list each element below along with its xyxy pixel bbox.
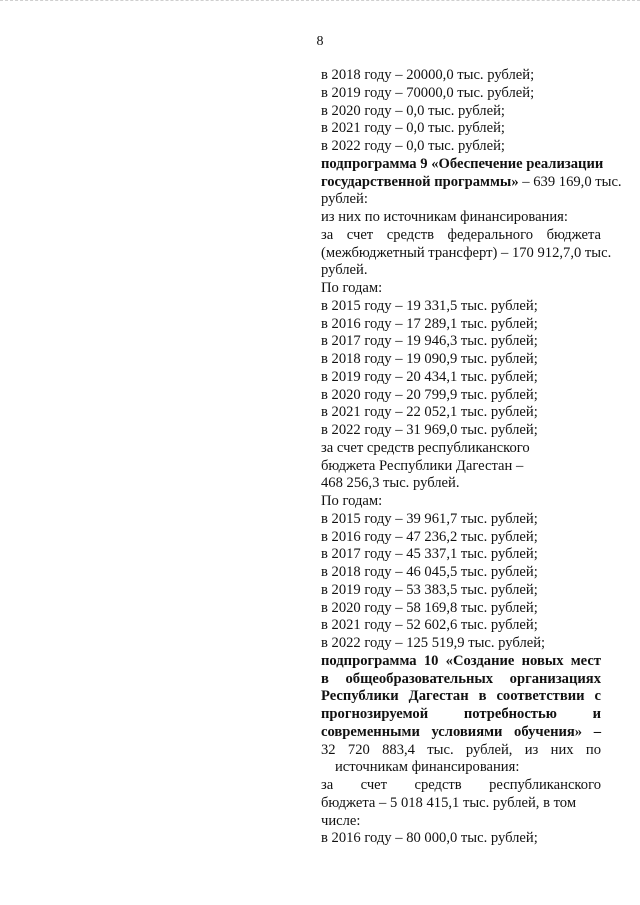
subprogram-10-title-bold: современными условиями обучения» — [321, 723, 583, 740]
federal-budget-line: (межбюджетный трансферт) – 170 912,7,0 тыс. — [321, 244, 612, 261]
text-line: в 2018 году – 20000,0 тыс. рублей; — [321, 67, 535, 83]
text-line: бюджета – 5 018 415,1 тыс. рублей, в том — [321, 794, 577, 811]
text-line: в 2016 году – 80 000,0 тыс. рублей; — [321, 830, 538, 847]
republic-budget-line: бюджета Республики Дагестан – — [321, 457, 524, 474]
federal-budget-line: рублей. — [321, 262, 368, 279]
republic-year-line: в 2019 году – 53 383,5 тыс. рублей; — [321, 581, 538, 598]
subprogram-10-dash: – — [582, 723, 601, 740]
text-line: в 2022 году – 0,0 тыс. рублей; — [321, 138, 505, 154]
republic-year-line: в 2020 году – 58 169,8 тыс. рублей; — [321, 599, 538, 616]
republic-year-line: в 2016 году – 47 236,2 тыс. рублей; — [321, 528, 538, 545]
federal-year-line: в 2022 году – 31 969,0 тыс. рублей; — [321, 422, 538, 438]
subprogram-9-amount: – 639 169,0 тыс. — [518, 173, 622, 190]
federal-budget-line: за счет средств федерального бюджета — [321, 226, 601, 243]
text-line: рублей: — [321, 191, 368, 208]
republic-year-line: в 2021 году – 52 602,6 тыс. рублей; — [321, 617, 538, 634]
republic-year-line: в 2022 году – 125 519,9 тыс. рублей; — [321, 635, 546, 651]
text-line: из них по источникам финансирования: — [321, 209, 568, 225]
text-line: за счет средств республиканского — [321, 777, 601, 793]
federal-year-line: в 2015 году – 19 331,5 тыс. рублей; — [321, 297, 538, 314]
by-years-heading: По годам: — [321, 493, 383, 509]
text-line: в 2020 году – 0,0 тыс. рублей; — [321, 102, 505, 119]
text-line: в 2021 году – 0,0 тыс. рублей; — [321, 120, 505, 137]
republic-budget-line: 468 256,3 тыс. рублей. — [321, 475, 460, 492]
republic-budget-line: за счет средств республиканского — [321, 439, 530, 456]
text-line: источникам финансирования: — [335, 759, 520, 776]
text-line: в 2019 году – 70000,0 тыс. рублей; — [321, 84, 535, 101]
federal-year-line: в 2019 году – 20 434,1 тыс. рублей; — [321, 368, 538, 385]
by-years-heading: По годам: — [321, 280, 383, 296]
federal-year-line: в 2018 году – 19 090,9 тыс. рублей; — [321, 351, 538, 367]
federal-year-line: в 2021 году – 22 052,1 тыс. рублей; — [321, 404, 538, 421]
subprogram-10-amount-line: 32 720 883,4 тыс. рублей, из них по — [321, 741, 601, 758]
text-column — [321, 67, 622, 848]
republic-year-line: в 2018 году – 46 045,5 тыс. рублей; — [321, 564, 538, 580]
republic-year-line: в 2015 году – 39 961,7 тыс. рублей; — [321, 510, 538, 527]
subprogram-9-title-line — [321, 173, 622, 192]
subprogram-9-title-bold: государственной программы» — [321, 173, 519, 190]
subprogram-10-title-line: прогнозируемой потребностью и — [321, 706, 601, 722]
subprogram-9-title-line: подпрограмма 9 «Обеспечение реализации — [321, 155, 604, 172]
federal-year-line: в 2020 году – 20 799,9 тыс. рублей; — [321, 386, 538, 403]
subprogram-10-title-line: подпрограмма 10 «Создание новых мест — [321, 652, 601, 669]
republic-year-line: в 2017 году – 45 337,1 тыс. рублей; — [321, 546, 538, 563]
subprogram-10-title-line — [321, 724, 601, 742]
subprogram-10-title-line: в общеобразовательных организациях — [321, 670, 601, 687]
subprogram-10-title-line: Республики Дагестан в соответствии с — [321, 688, 601, 705]
federal-year-line: в 2016 году – 17 289,1 тыс. рублей; — [321, 315, 538, 332]
federal-year-line: в 2017 году – 19 946,3 тыс. рублей; — [321, 333, 538, 350]
text-line: числе: — [321, 812, 361, 829]
page-top-edge — [0, 0, 640, 4]
page-number: 8 — [316, 34, 324, 49]
